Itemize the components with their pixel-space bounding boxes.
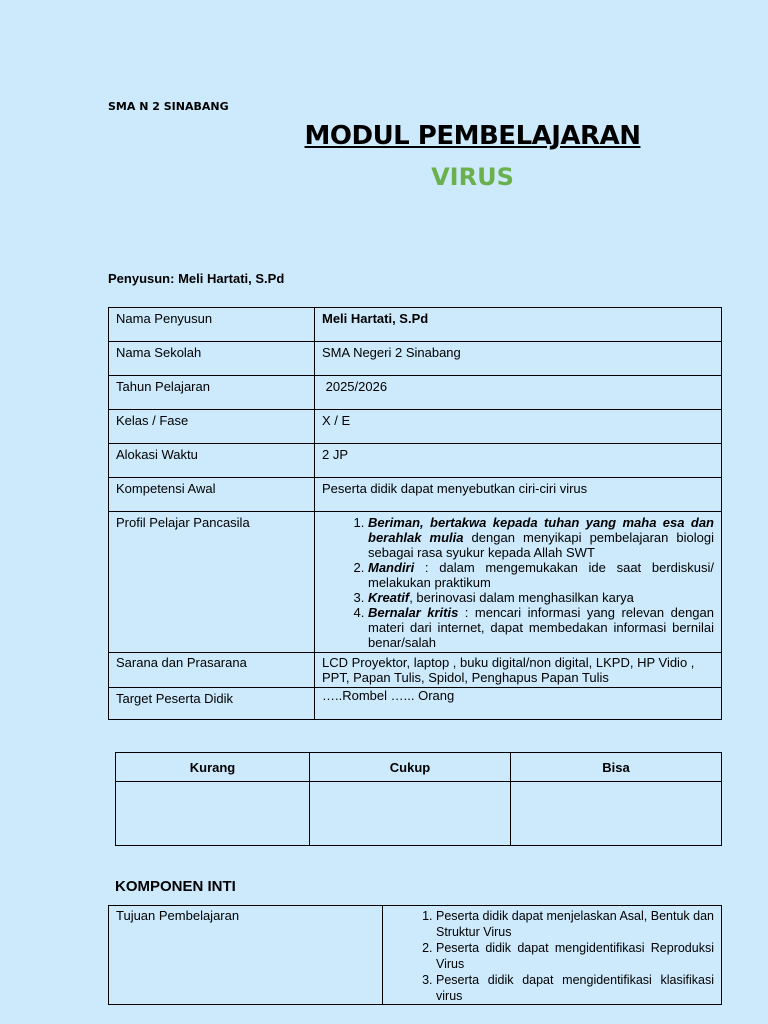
tujuan-item: 1. Peserta didik dapat menjelaskan Asal, Bentuk dan Struktur Virus <box>436 908 714 940</box>
scale-cell-cukup <box>310 782 511 846</box>
tujuan-row <box>109 906 722 1005</box>
scale-cell-kurang <box>116 782 310 846</box>
info-row <box>109 478 722 512</box>
komponen-inti-table <box>108 905 722 1005</box>
info-label: Kelas / Fase <box>109 410 315 444</box>
info-row <box>109 444 722 478</box>
module-info-table <box>108 307 722 720</box>
profil-item-key: Bernalar kritis <box>368 605 459 620</box>
school-name: SMA N 2 SINABANG <box>108 100 229 113</box>
tujuan-value <box>383 906 722 1005</box>
scale-header-bisa: Bisa <box>511 753 722 782</box>
target-row <box>109 688 722 720</box>
info-value: 2 JP <box>315 444 722 478</box>
tujuan-item: 2. Peserta didik dapat mengidentifikasi Reproduksi Virus <box>436 940 714 972</box>
info-label: Kompetensi Awal <box>109 478 315 512</box>
info-label: Alokasi Waktu <box>109 444 315 478</box>
tujuan-label: Tujuan Pembelajaran <box>109 906 383 1005</box>
scale-header-row <box>116 753 722 782</box>
assessment-scale-table <box>115 752 722 846</box>
target-value: …..Rombel …... Orang <box>315 688 722 720</box>
info-value: Peserta didik dapat menyebutkan ciri-ciri virus <box>315 478 722 512</box>
document-subtitle: VIRUS <box>431 163 514 191</box>
info-row <box>109 342 722 376</box>
profil-item <box>368 605 714 650</box>
profil-item <box>368 590 714 605</box>
info-value: Meli Hartati, S.Pd <box>315 308 722 342</box>
sarana-label: Sarana dan Prasarana <box>109 653 315 688</box>
sarana-row <box>109 653 722 688</box>
info-value: SMA Negeri 2 Sinabang <box>315 342 722 376</box>
info-row <box>109 308 722 342</box>
info-label: Nama Sekolah <box>109 342 315 376</box>
profil-item <box>368 560 714 590</box>
profil-item-key: Mandiri <box>368 560 415 575</box>
document-title: MODUL PEMBELAJARAN <box>304 121 641 151</box>
profil-value <box>315 512 722 653</box>
profil-item-key: Kreatif <box>368 590 410 605</box>
scale-header-cukup: Cukup <box>310 753 511 782</box>
profil-item <box>368 515 714 560</box>
info-row <box>109 376 722 410</box>
komponen-heading: KOMPONEN INTI <box>115 878 236 895</box>
profil-item-text: dengan menyikapi pembelajaran biologi sebagai rasa syukur kepada Allah SWT <box>368 530 714 560</box>
profil-item-key: Beriman, bertakwa kepada tuhan yang maha esa dan berahlak mulia <box>368 515 714 545</box>
target-label: Target Peserta Didik <box>109 688 315 720</box>
info-row <box>109 410 722 444</box>
author-line: Penyusun: Meli Hartati, S.Pd <box>108 271 285 286</box>
scale-body-row <box>116 782 722 846</box>
info-value: 2025/2026 <box>315 376 722 410</box>
info-value: X / E <box>315 410 722 444</box>
tujuan-item: 3. Peserta didik dapat mengidentifikasi klasifikasi virus <box>436 972 714 1004</box>
profil-label: Profil Pelajar Pancasila <box>109 512 315 653</box>
scale-cell-bisa <box>511 782 722 846</box>
info-label: Tahun Pelajaran <box>109 376 315 410</box>
profil-item-text: , berinovasi dalam menghasilkan karya <box>409 590 634 605</box>
tujuan-list <box>390 908 714 1004</box>
profil-item-text: : mencari informasi yang relevan dengan materi dari internet, dapat membedakan informasi bernilai benar/salah <box>368 605 714 650</box>
profil-list <box>322 515 714 650</box>
profil-item-text: : dalam mengemukakan ide saat berdiskusi/ melakukan praktikum <box>368 560 714 590</box>
sarana-value: LCD Proyektor, laptop , buku digital/non digital, LKPD, HP Vidio , PPT, Papan Tulis, Spidol, Penghapus Papan Tulis <box>315 653 722 688</box>
profil-row <box>109 512 722 653</box>
scale-header-kurang: Kurang <box>116 753 310 782</box>
info-label: Nama Penyusun <box>109 308 315 342</box>
